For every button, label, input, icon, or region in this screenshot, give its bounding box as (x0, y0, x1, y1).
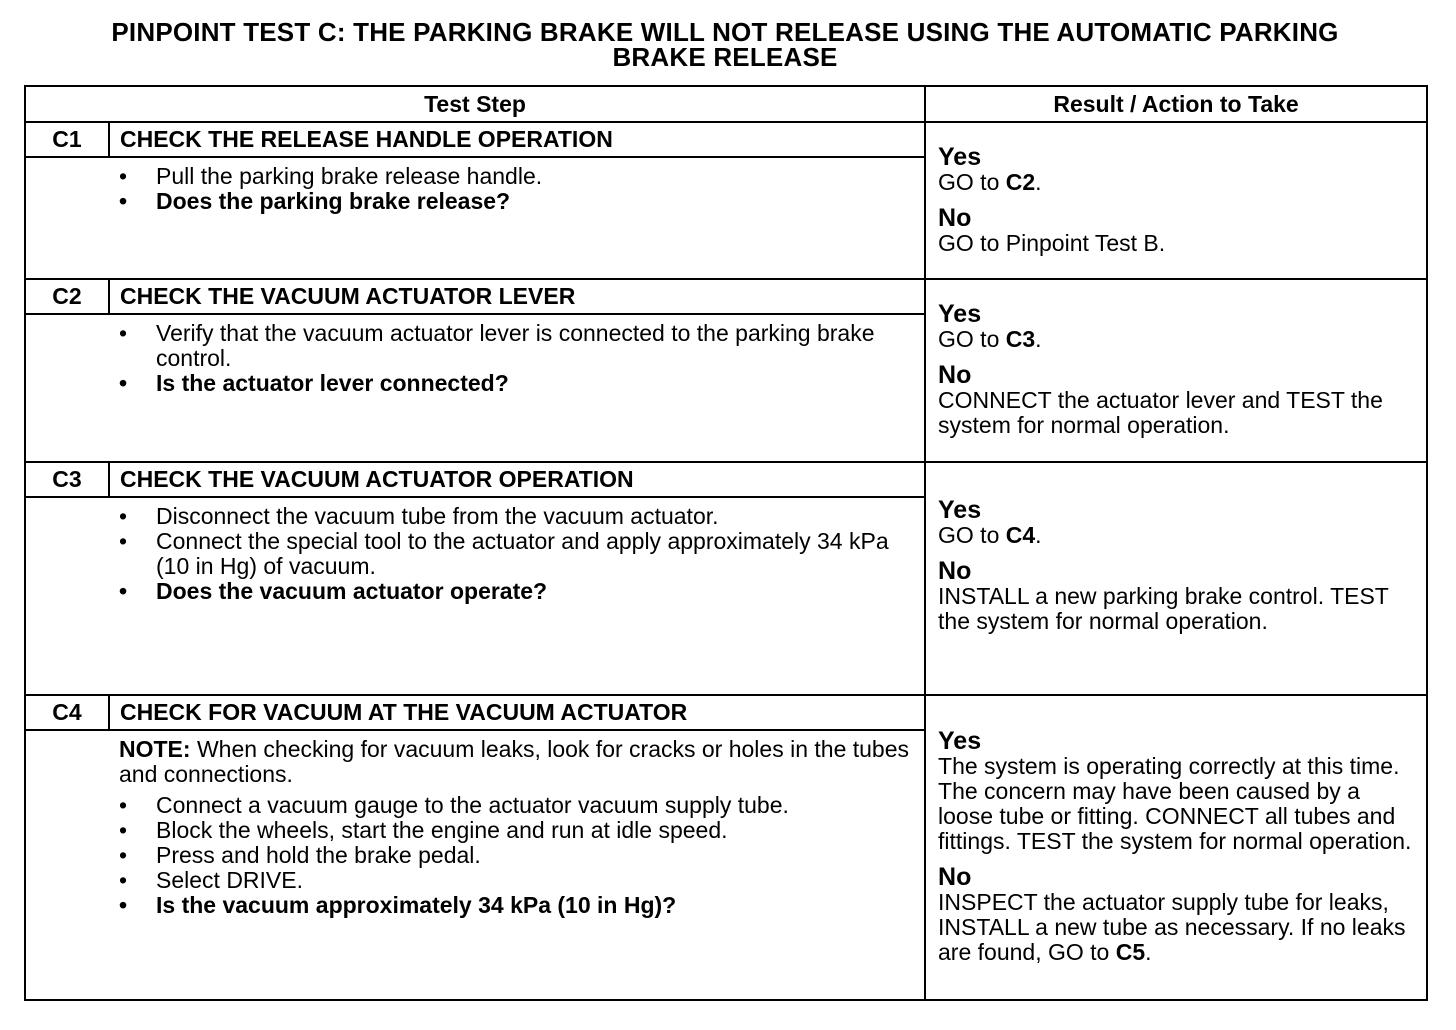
title-line-1: PINPOINT TEST C: THE PARKING BRAKE WILL NOT RELEASE USING THE AUTOMATIC PARKING (111, 17, 1339, 47)
step-question: • Does the vacuum actuator operate? (119, 579, 910, 604)
step-id: C1 (25, 122, 109, 157)
page-title (24, 17, 1426, 72)
note-label: NOTE: (119, 736, 191, 762)
no-action: GO to Pinpoint Test B. (938, 229, 1166, 256)
step-result (925, 279, 1427, 462)
step-heading: CHECK THE RELEASE HANDLE OPERATION (109, 122, 925, 157)
step-heading-row (25, 279, 1427, 314)
no-action: INSPECT the actuator supply tube for leaks, INSTALL a new tube as necessary. If no leaks are found, GO to C5. (938, 889, 1406, 965)
step-question: • Is the actuator lever connected? (119, 371, 910, 396)
no-label: No (938, 557, 972, 585)
step-bullet: • Pull the parking brake release handle. (119, 164, 910, 189)
result-header: Result / Action to Take (925, 86, 1427, 122)
pinpoint-test-table (24, 85, 1428, 1001)
yes-label: Yes (938, 300, 982, 328)
test-step-header: Test Step (25, 86, 925, 122)
step-note (119, 737, 910, 787)
step-heading-row (25, 695, 1427, 730)
step-bullet: • Verify that the vacuum actuator lever is connected to the parking brake control. (119, 321, 910, 371)
yes-action: GO to C4. (938, 522, 1042, 548)
step-id: C3 (25, 462, 109, 497)
step-reference: C5 (1115, 939, 1146, 965)
step-instructions (109, 497, 925, 695)
note-text: When checking for vacuum leaks, look for cracks or holes in the tubes and connections. (119, 736, 910, 787)
table-header-row (25, 86, 1427, 122)
step-heading: CHECK THE VACUUM ACTUATOR LEVER (109, 279, 925, 314)
step-instructions (109, 314, 925, 462)
yes-action: GO to C2. (938, 168, 1042, 195)
step-bullet: • Connect a vacuum gauge to the actuator vacuum supply tube. (119, 793, 910, 818)
step-reference: C2 (1005, 168, 1036, 195)
step-bullet: • Select DRIVE. (119, 868, 910, 893)
yes-label: Yes (938, 142, 982, 171)
step-instructions (109, 157, 925, 279)
step-id: C4 (25, 695, 109, 730)
step-heading: CHECK THE VACUUM ACTUATOR OPERATION (109, 462, 925, 497)
step-heading-row (25, 462, 1427, 497)
step-heading: CHECK FOR VACUUM AT THE VACUUM ACTUATOR (109, 695, 925, 730)
step-id: C2 (25, 279, 109, 314)
step-result (925, 695, 1427, 1000)
step-bullet: • Disconnect the vacuum tube from the vacuum actuator. (119, 504, 910, 529)
step-bullet: • Press and hold the brake pedal. (119, 843, 910, 868)
step-result (925, 462, 1427, 695)
step-result (925, 122, 1427, 279)
step-question: • Does the parking brake release? (119, 189, 910, 214)
no-label: No (938, 203, 972, 232)
step-heading-row (25, 122, 1427, 157)
yes-label: Yes (938, 727, 982, 755)
no-action: CONNECT the actuator lever and TEST the system for normal operation. (938, 387, 1383, 438)
step-bullet: • Block the wheels, start the engine and run at idle speed. (119, 818, 910, 843)
title-line-2: BRAKE RELEASE (612, 42, 838, 72)
yes-action: GO to C3. (938, 326, 1042, 352)
step-reference: C3 (1005, 326, 1036, 352)
step-bullet: • Connect the special tool to the actuator and apply approximately 34 kPa (10 in Hg) of vacuum. (119, 529, 910, 579)
step-reference: C4 (1005, 522, 1036, 548)
yes-label: Yes (938, 496, 982, 524)
yes-action: The system is operating correctly at this time. The concern may have been caused by a loose tube or fitting. CONNECT all tubes and fittings. TEST the system for normal operation. (938, 753, 1412, 854)
step-question: • Is the vacuum approximately 34 kPa (10 in Hg)? (119, 893, 910, 918)
no-action: INSTALL a new parking brake control. TEST the system for normal operation. (938, 583, 1389, 634)
step-instructions (109, 730, 925, 1000)
no-label: No (938, 863, 972, 891)
no-label: No (938, 361, 972, 389)
